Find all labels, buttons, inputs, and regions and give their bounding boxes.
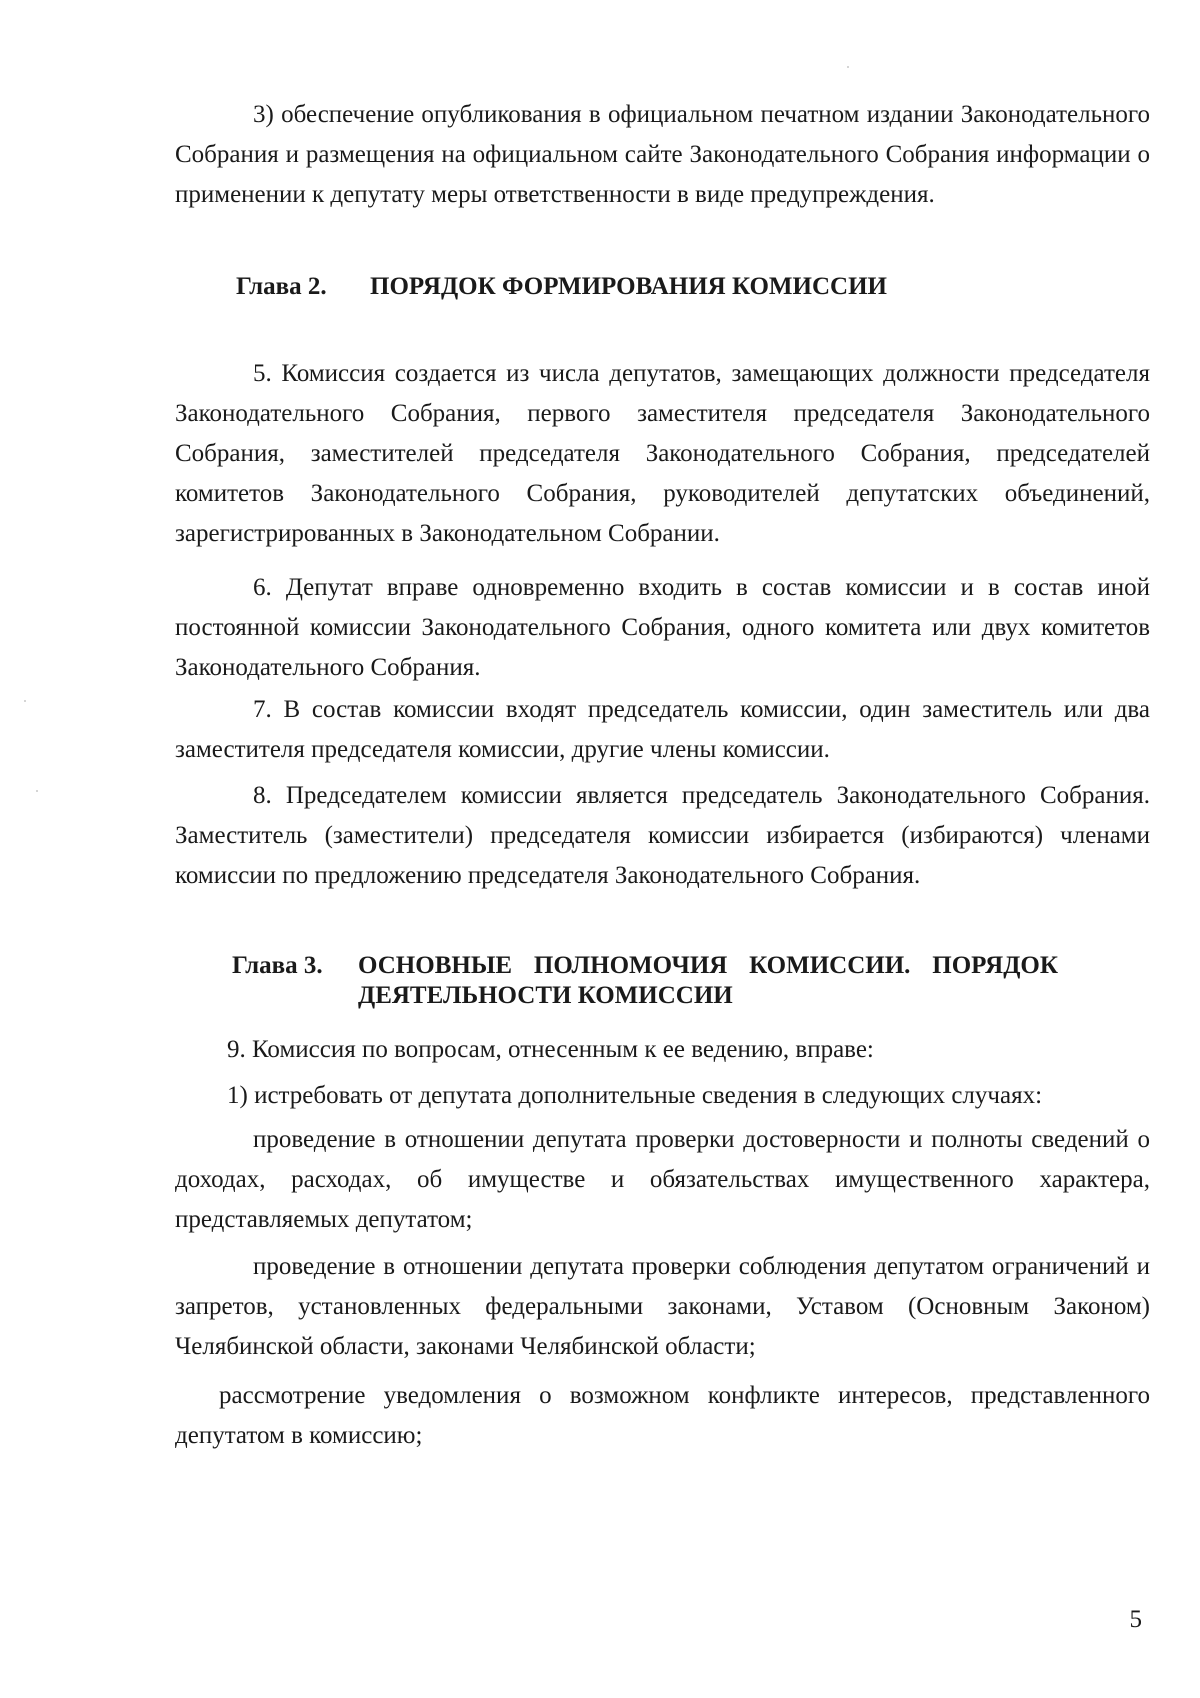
scan-speck bbox=[24, 700, 26, 702]
paragraph-3-publication: 3) обеспечение опубликования в официальном печатном издании Законодательного Собрания и размещения на официальном сайте Законодательного Собрания информации о применении к депутату меры ответственности в виде предупреждения. bbox=[175, 101, 1150, 208]
paragraph-case-conflict-notice: рассмотрение уведомления о возможном конфликте интересов, представленного депутатом в комиссию; bbox=[175, 1382, 1150, 1449]
paragraph-8-chairman: 8. Председателем комиссии является председатель Законодательного Собрания. Заместитель (заместители) председателя комиссии избирается (избираются) членами комиссии по предложению председателя Законодательного Собрания. bbox=[175, 782, 1150, 889]
paragraph-7-members: 7. В состав комиссии входят председатель комиссии, один заместитель или два заместителя председателя комиссии, другие члены комиссии. bbox=[175, 696, 1150, 763]
scan-speck bbox=[847, 66, 849, 68]
paragraph-9-item-1: 1) истребовать от депутата дополнительные сведения в следующих случаях: bbox=[227, 1082, 1043, 1109]
paragraph-case-restrictions-check: проведение в отношении депутата проверки соблюдения депутатом ограничений и запретов, установленных федеральными законами, Уставом (Основным Законом) Челябинской области, законами Челябинской области; bbox=[175, 1253, 1150, 1360]
paragraph-9-powers: 9. Комиссия по вопросам, отнесенным к ее ведению, вправе: bbox=[227, 1036, 874, 1063]
paragraph-6-membership: 6. Депутат вправе одновременно входить в состав комиссии и в состав иной постоянной комиссии Законодательного Собрания, одного комитета или двух комитетов Законодательного Собрания. bbox=[175, 574, 1150, 681]
scan-speck bbox=[36, 790, 38, 792]
chapter-2-title: ПОРЯДОК ФОРМИРОВАНИЯ КОМИССИИ bbox=[370, 273, 887, 300]
paragraph-5-composition: 5. Комиссия создается из числа депутатов, замещающих должности председателя Законодательного Собрания, первого заместителя председателя Законодательного Собрания, заместителей председателя Законодательного Собрания, председателей комитетов Законодательного Собрания, руководителей депутатских объединений, зарегистрированных в Законодательном Собрании. bbox=[175, 360, 1150, 547]
chapter-2-number: Глава 2. bbox=[236, 273, 327, 300]
paragraph-case-income-check: проведение в отношении депутата проверки достоверности и полноты сведений о доходах, расходах, об имуществе и обязательствах имущественного характера, представляемых депутатом; bbox=[175, 1126, 1150, 1233]
page-number: 5 bbox=[1129, 1606, 1142, 1633]
chapter-3-number: Глава 3. bbox=[232, 952, 323, 979]
chapter-3-title: ОСНОВНЫЕ ПОЛНОМОЧИЯ КОМИССИИ. ПОРЯДОК ДЕЯТЕЛЬНОСТИ КОМИССИИ bbox=[358, 952, 1058, 1009]
